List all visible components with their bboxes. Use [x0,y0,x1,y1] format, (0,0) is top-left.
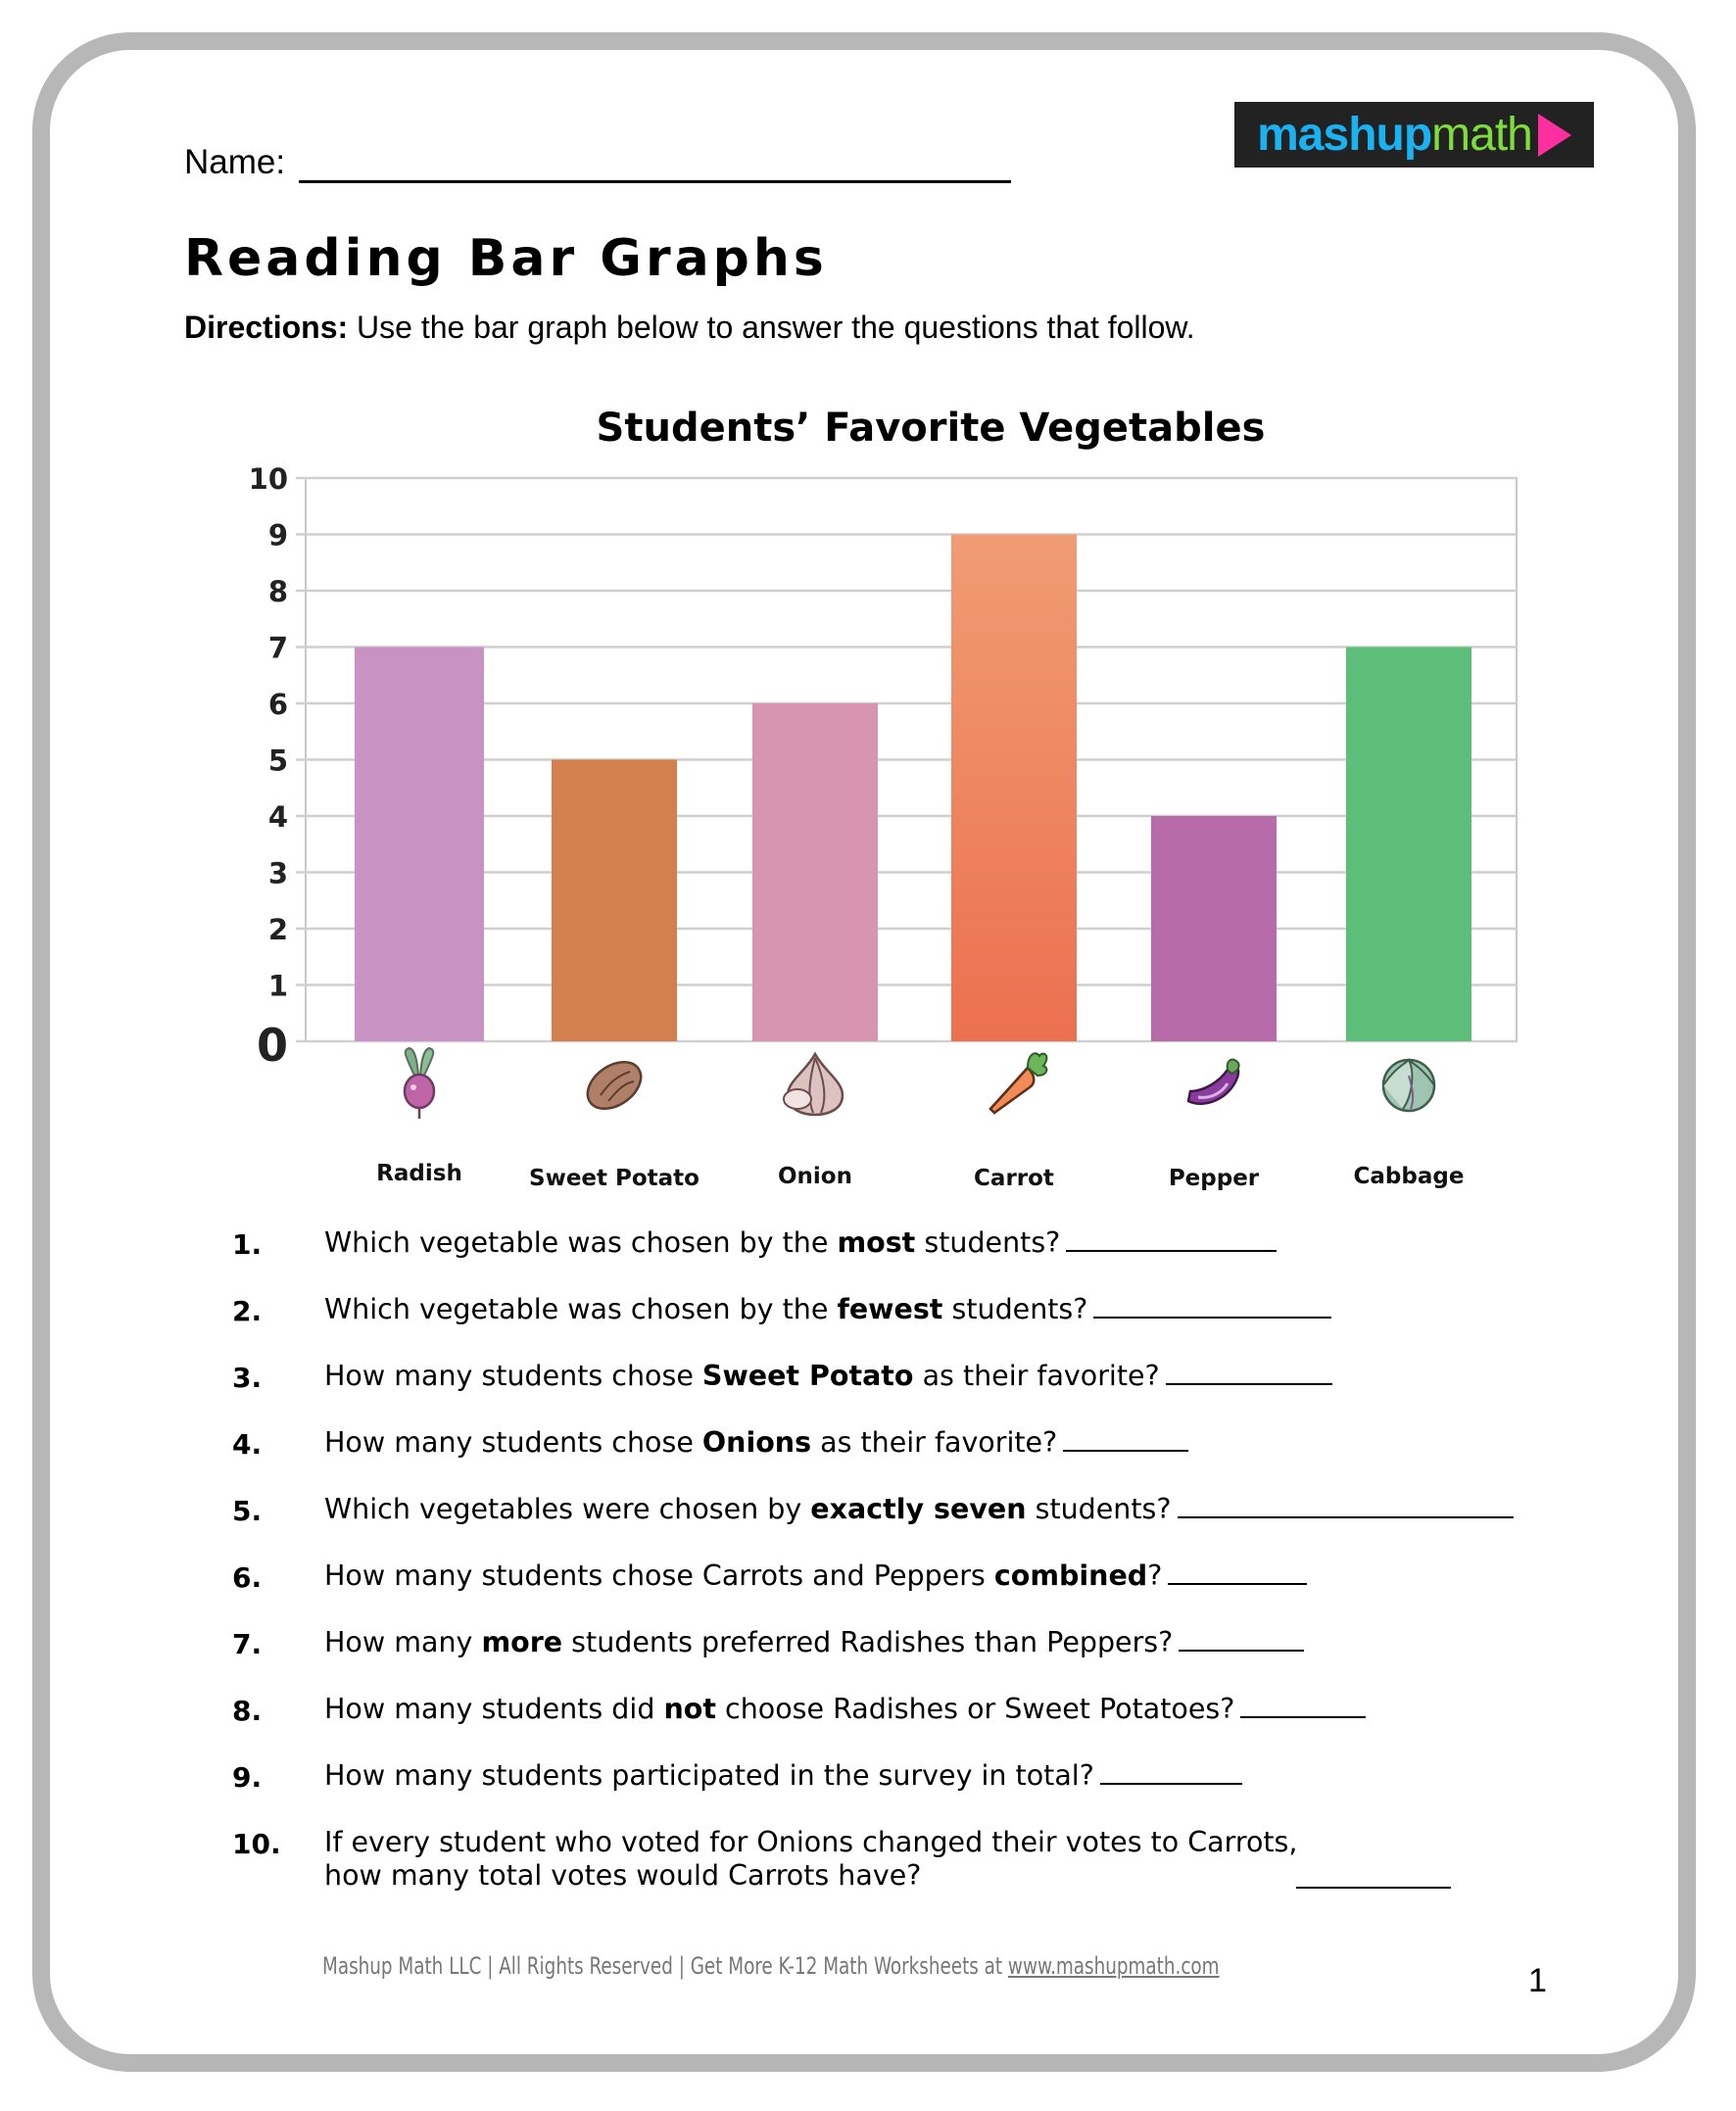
worksheet-title: Reading Bar Graphs [184,229,828,288]
y-tick-label: 3 [267,856,288,890]
question-text [324,1759,1242,1793]
y-tick-label: 1 [267,969,288,1003]
question-text [324,1226,1277,1260]
question-text-part: as their favorite? [811,1426,1058,1459]
pepper-icon [1188,1060,1239,1104]
question-emphasis: Onions [701,1426,812,1459]
question-text [324,1559,1307,1593]
question-emphasis: Sweet Potato [701,1360,914,1392]
question-number: 10. [232,1828,281,1860]
question-text [324,1426,1188,1460]
sweet-potato-icon [579,1052,650,1118]
question-number: 5. [232,1495,263,1527]
answer-blank[interactable] [1093,1317,1331,1319]
onion-icon [784,1054,843,1115]
question-emphasis: not [663,1693,716,1725]
logo-text-mashup: mashup [1257,109,1432,161]
question-number: 9. [232,1761,263,1794]
question-text-part: students? [915,1226,1061,1259]
answer-blank[interactable] [1178,1516,1514,1518]
question-number: 7. [232,1628,263,1660]
x-tick-label: Cabbage [1353,1164,1465,1189]
footer-link[interactable]: www.mashupmath.com [1007,1952,1220,1980]
question-text [324,1360,1332,1393]
question-number: 2. [232,1295,263,1327]
answer-blank[interactable] [1240,1716,1366,1718]
answer-blank[interactable] [1168,1583,1307,1585]
radish-icon [405,1048,434,1119]
bar-onion [752,703,878,1041]
x-tick-label: Pepper [1168,1166,1260,1191]
y-tick-label: 6 [267,688,288,721]
footer [322,1952,1220,1980]
question-text [324,1693,1366,1726]
page-number: 1 [1528,1962,1547,1999]
question-text-part: students? [942,1293,1088,1325]
carrot-icon [990,1053,1046,1113]
bar-carrot [951,535,1077,1042]
bar-cabbage [1346,648,1471,1042]
y-tick-label: 5 [267,744,288,778]
x-tick-label: Onion [778,1164,852,1189]
y-tick-label: 7 [267,631,288,665]
question-number: 4. [232,1428,263,1461]
y-tick-label: 10 [248,462,288,496]
y-tick-label: 0 [256,1019,288,1072]
directions-label: Directions: [184,310,349,345]
question-number: 6. [232,1561,263,1594]
name-label: Name: [184,143,286,181]
answer-blank[interactable] [1100,1783,1242,1785]
question-text-part: students preferred Radishes than Peppers? [562,1626,1174,1658]
question-text-part: choose Radishes or Sweet Potatoes? [715,1693,1235,1725]
y-tick-label: 2 [267,913,288,946]
question-emphasis: most [837,1226,916,1259]
question-text [324,1626,1304,1659]
footer-text: Mashup Math LLC | All Rights Reserved | Get More K-12 Math Worksheets at [322,1952,1008,1980]
question-text-part: students? [1026,1493,1172,1525]
question-text-part: Which vegetable was chosen by the [324,1226,838,1259]
question-emphasis: combined [993,1559,1148,1592]
question-number: 1. [232,1228,263,1261]
question-emphasis: more [481,1626,563,1658]
question-text-part: How many [324,1626,482,1658]
y-tick-label: 4 [267,800,288,834]
bar-sweet-potato [552,760,677,1042]
question-text-part: ? [1147,1559,1163,1592]
question-emphasis: exactly seven [810,1493,1027,1525]
answer-blank[interactable] [1066,1250,1277,1252]
y-tick-label: 8 [267,575,288,608]
directions-text: Use the bar graph below to answer the questions that follow. [348,310,1195,345]
question-text-part: How many students chose Carrots and Peppers [324,1559,994,1592]
y-tick-label: 9 [267,518,288,552]
logo-text-math: math [1431,109,1532,161]
answer-blank[interactable] [1063,1450,1188,1452]
question-text [324,1493,1514,1526]
answer-blank[interactable] [1296,1887,1451,1889]
question-text-part: If every student who voted for Onions changed their votes to Carrots, [324,1826,1298,1858]
question-emphasis: fewest [837,1293,943,1325]
answer-blank[interactable] [1166,1383,1332,1385]
bar-pepper [1151,816,1277,1041]
question-text-part: Which vegetables were chosen by [324,1493,811,1525]
question-text [324,1293,1331,1326]
question-text-part: as their favorite? [913,1360,1160,1392]
question-text-part: How many students chose [324,1360,702,1392]
question-text-part: How many students did [324,1693,664,1725]
chart-title: Students’ Favorite Vegetables [596,406,1266,451]
question-text [324,1826,1297,1893]
bar-radish [355,648,484,1042]
x-tick-label: Carrot [974,1166,1054,1191]
cabbage-icon [1383,1060,1434,1111]
x-tick-label: Radish [376,1161,462,1186]
question-text-part: How many students chose [324,1426,702,1459]
question-number: 8. [232,1695,263,1727]
question-text-part: how many total votes would Carrots have? [324,1859,922,1892]
x-tick-label: Sweet Potato [529,1166,699,1191]
question-number: 3. [232,1362,263,1394]
answer-blank[interactable] [1179,1650,1304,1652]
question-text-part: Which vegetable was chosen by the [324,1293,838,1325]
question-text-part: How many students participated in the survey in total? [324,1759,1094,1792]
